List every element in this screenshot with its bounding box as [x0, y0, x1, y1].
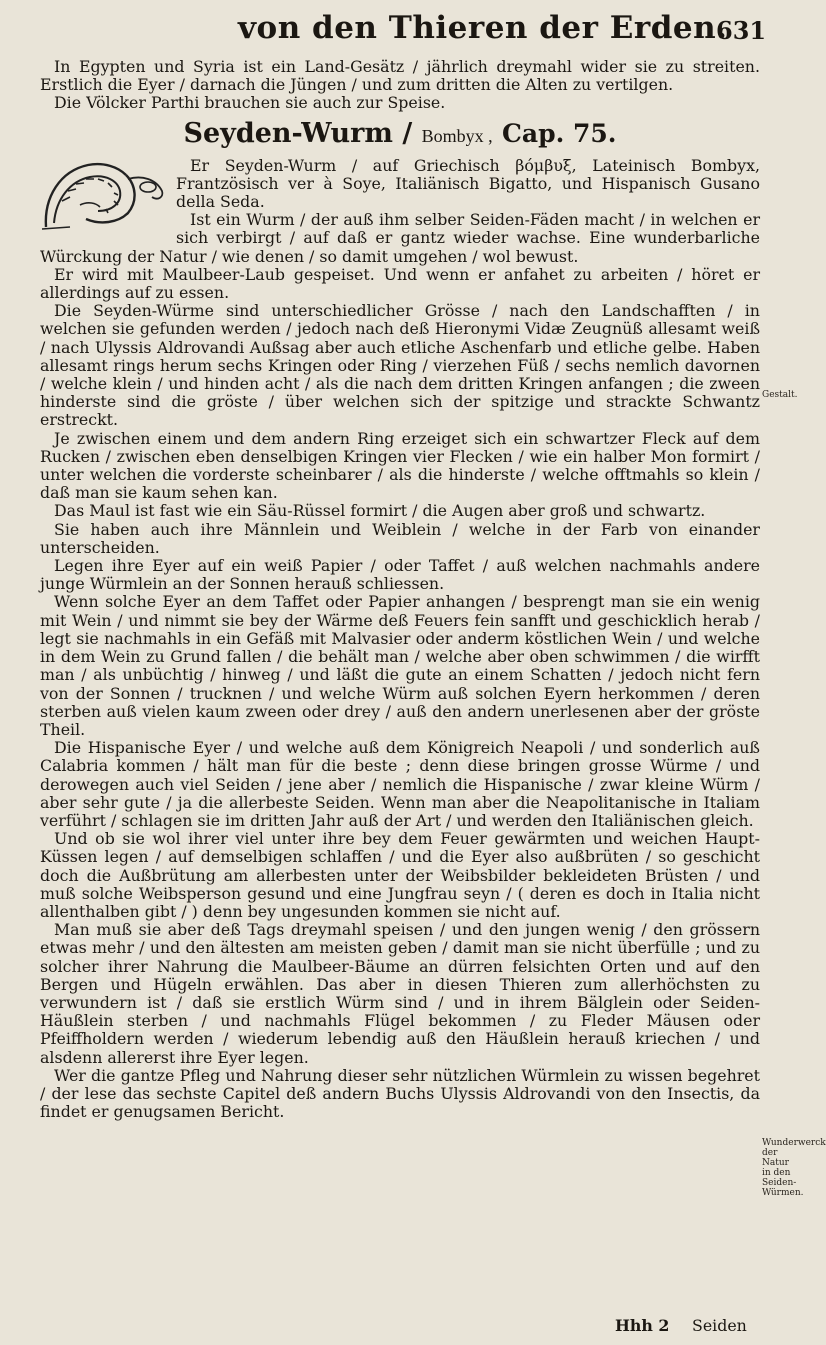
paragraph-sexes: Sie haben auch ihre Männlein und Weiblein / welche in der Farb von einander unterscheiden. — [40, 519, 760, 557]
paragraph-parthi: Die Völcker Parthi brauchen sie auch zur Speise. — [54, 93, 446, 113]
paragraph-description: Ist ein Wurm / der auß ihm selber Seiden-Fäden macht / in welchen er sich verbirgt / auf daß er gantz wieder wachse. Eine wunderbarliche Würckung der Natur / wie denen / so damit umgehen / wol bewust. — [40, 210, 760, 266]
text-column — [40, 58, 760, 1121]
paragraph-mouth: Das Maul ist fast wie ein Säu-Rüssel formirt / die Augen aber groß und schwartz. — [54, 501, 706, 521]
paragraph-reference: Wer die gantze Pfleg und Nahrung dieser sehr nützlichen Würmlein zu wissen begehret / der lese das sechste Capitel deß andern Buchs Ulyssis Aldrovandi von den Insectis, da findet er genugsamen Bericht. — [40, 1065, 760, 1122]
paragraph-origins: Die Hispanische Eyer / und welche auß dem Königreich Neapoli / und sonderlich auß Calabria kommen / hält man für die beste ; denn diese bringen grosse Würme / und derowegen auch viel Seiden / jene aber / nemlich die Hispanische / zwar kleine Würm / aber sehr gute / ja die allerbeste Seiden. Wenn man aber die Neapolitanische in Italiam verführt / schlagen sie im dritten Jahr auß der Art / und werden den Italiänischen gleich. — [40, 738, 760, 830]
paragraph-names: Er Seyden-Wurm / auf Griechisch βόμβυξ, Lateinisch Bombyx, Frantzösisch ver à Soye, Italiänisch Bigatto, und Hispanisch Gusano della Seda. — [176, 155, 760, 212]
running-head — [0, 10, 801, 56]
chapter-number: Cap. 75. — [502, 118, 617, 148]
paragraph-feeding: Er wird mit Maulbeer-Laub gespeiset. Und wenn er anfahet zu arbeiten / höret er allerdings auf zu essen. — [40, 264, 760, 303]
chapter-heading — [40, 119, 760, 151]
chapter-latin-name: Bombyx , — [421, 125, 493, 146]
paragraph-eggs: Legen ihre Eyer auf ein weiß Papier / oder Taffet / auß welchen nachmahls andere junge Würmlein an der Sonnen herauß schliessen. — [40, 556, 760, 594]
paragraph-egg-care: Wenn solche Eyer an dem Taffet oder Papier anhangen / besprengt man sie ein wenig mit Wein / und nimmt sie bey der Wärme deß Feuers fein sanfft und geschicklich herab / legt sie nachmahls in ein Gefäß mit Malvasier oder anderm köstlichen Wein / und welche in dem Wein zu Grund fallen / die behält man / welche aber oben schwimmen / die wirfft man / als unbüchtig / hinweg / und läßt die gute an einem Schatten / jedoch nicht fern von der Sonnen / trucknen / und welche Würm auß solchen Eyern herkommen / deren sterben auß vielen kaum zween oder drey / auß den andern unerlesenen aber der gröste Theil. — [40, 592, 760, 739]
paragraph-markings: Je zwischen einem und dem andern Ring erzeiget sich ein schwartzer Fleck auf dem Rucken / zwischen eben denselbigen Kringen vier Flecken / wie ein halber Mon formirt / unter welchen die vorderste scheinbarer / als die hinderste / welche offtmahls so klein / daß man sie kaum sehen kan. — [40, 428, 760, 503]
paragraph-feeding-schedule: Man muß sie aber deß Tags dreymahl speisen / und den jungen wenig / den grössern etwas mehr / und den ältesten am meisten geben / damit man sie nicht überfülle ; und zu solcher ihrer Nahrung die Maulbeer-Bäume an dürren felsichten Orten und auf den Bergen und Hügeln erwählen. Das aber in diesen Thieren zum allerhöchsten zu verwundern ist / daß sie erstlich Würm sind / und in ihrem Bälglein oder Seiden-Häußlein sterben / und nachmahls Flügel bekommen / zu Fleder Mäusen oder Pfeiffholdern werden / wiederum lebendig auß den Häußlein herauß kriechen / und alsdenn allererst ihre Eyer legen. — [40, 920, 760, 1067]
chapter-title: Seyden-Wurm / — [183, 117, 413, 149]
margin-notes — [762, 390, 826, 1198]
silkworm-illustration — [40, 157, 168, 235]
signature-mark: Hhh 2 — [615, 1316, 670, 1335]
silkworm-woodcut-icon — [40, 157, 168, 235]
catchword: Seiden — [692, 1316, 747, 1335]
paragraph-egypt: In Egypten und Syria ist ein Land-Gesätz / jährlich dreymahl wider sie zu streiten. Erstlich die Eyer / darnach die Jüngen / und zum dritten die Alten zu vertilgen. — [40, 57, 760, 95]
paragraph-hatching: Und ob sie wol ihrer viel unter ihre bey dem Feuer gewärmten und weichen Haupt-Küssen legen / auf demselbigen schlaffen / und die Eyer also außbrüten / so geschicht doch die Außbrütung am allerbesten unter der Weibsbilder bekleideten Brüsten / und muß solche Weibsperson gesund und eine Jungfrau seyn / ( deren es doch in Italia nicht allenthalben gibt / ) denn bey ungesunden kommen sie nicht auf. — [40, 829, 760, 921]
margin-note-wunderwerck: Wunderwerck der Natur in den Seiden-Würmen. — [762, 1138, 826, 1198]
margin-note-gestalt: Gestalt. — [762, 390, 798, 400]
paragraph-appearance: Die Seyden-Würme sind unterschiedlicher Grösse / nach den Landschafften / in welchen sie gefunden werden / jedoch nach deß Hieronymi Vidæ Zeugnüß allesamt weiß / nach Ulyssis Aldrovandi Außsag aber auch etliche Aschenfarb und etliche gelbe. Haben allesamt rings herum sechs Kringen oder Ring / vierzehen Füß / sechs nemlich davornen / welche klein / und hinden acht / als die nach dem dritten Kringen anfangen ; die zween hinderste sind die gröste / über welchen sich der spitzige und strackte Schwantz erstreckt. — [40, 301, 760, 430]
running-title: von den Thieren der Erden. — [238, 10, 728, 46]
page-number: 631 — [716, 16, 767, 45]
page-footer — [40, 1316, 760, 1340]
